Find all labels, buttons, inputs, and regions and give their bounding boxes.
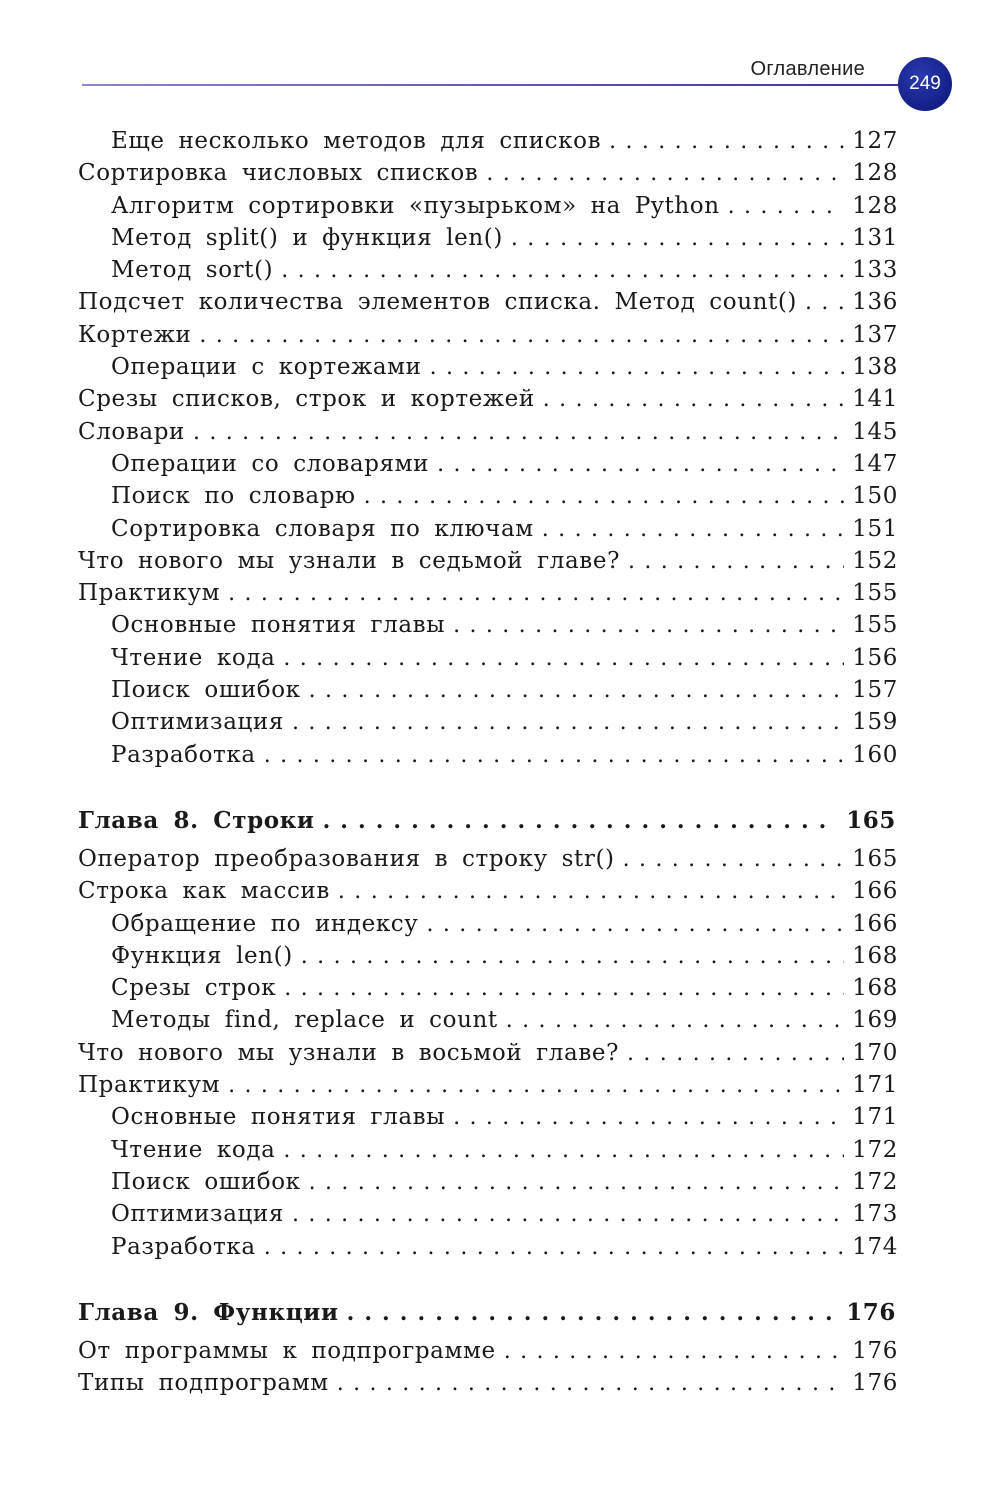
- toc-entry-title: Оператор преобразования в строку str(): [78, 845, 615, 872]
- toc-entry-title: Оптимизация: [111, 1201, 284, 1228]
- dot-leader: [543, 386, 844, 412]
- toc-entry-title: Оптимизация: [111, 709, 284, 736]
- dot-leader: [193, 419, 844, 445]
- toc-entry-page: 133: [852, 257, 898, 284]
- dot-leader: [364, 483, 844, 509]
- toc-entry-title: Подсчет количества элементов списка. Метод count(): [78, 289, 798, 316]
- chapter-title: Глава 9. Функции: [78, 1298, 339, 1326]
- toc-entry: [78, 322, 898, 354]
- chapter-page: 165: [846, 806, 896, 834]
- toc-entry: [78, 943, 898, 975]
- dot-leader: [309, 677, 844, 703]
- toc-entry: [78, 257, 898, 289]
- toc-entry-page: 159: [852, 709, 898, 736]
- toc-entry-title: Обращение по индексу: [111, 910, 419, 937]
- toc-entry-page: 127: [852, 128, 898, 154]
- toc-entry-page: 166: [852, 878, 898, 905]
- toc-entry-page: 155: [852, 612, 898, 639]
- toc-entry-title: Словари: [78, 418, 185, 445]
- dot-leader: [323, 807, 839, 834]
- toc-entry-page: 176: [852, 1337, 898, 1364]
- toc-entry-title: Разработка: [111, 1233, 256, 1260]
- toc-entry: [78, 975, 898, 1007]
- toc-entry-title: Функция len(): [111, 942, 293, 969]
- dot-leader: [281, 257, 844, 283]
- toc-entry-title: Что нового мы узнали в седьмой главе?: [78, 547, 620, 574]
- dot-leader: [228, 580, 844, 606]
- toc-entry: [78, 1104, 898, 1136]
- dot-leader: [430, 354, 844, 380]
- toc-entry-page: 152: [852, 547, 898, 574]
- toc-entry: [78, 742, 898, 774]
- toc-entry: [78, 612, 898, 644]
- toc-entry-title: От программы к подпрограмме: [78, 1337, 496, 1364]
- toc-entry: [78, 160, 898, 192]
- toc-entry: [78, 1007, 898, 1039]
- dot-leader: [199, 322, 844, 348]
- toc-entry-title: Строка как массив: [78, 878, 330, 905]
- toc-entry: [78, 1169, 898, 1201]
- toc-entry-page: 137: [852, 321, 898, 348]
- dot-leader: [338, 878, 844, 904]
- toc-entry-title: Поиск по словарю: [111, 483, 356, 510]
- dot-leader: [426, 911, 844, 937]
- toc-entry-page: 147: [852, 450, 898, 477]
- toc-entry-page: 168: [852, 942, 898, 969]
- dot-leader: [453, 1104, 844, 1130]
- toc-entry-title: Чтение кода: [111, 644, 276, 671]
- toc-entry: [78, 1201, 898, 1233]
- toc-entry: [78, 354, 898, 386]
- toc-entry: [78, 709, 898, 741]
- toc-entry: [78, 516, 898, 548]
- dot-leader: [627, 1040, 844, 1066]
- dot-leader: [609, 128, 844, 154]
- toc-entry: [78, 1137, 898, 1169]
- dot-leader: [542, 516, 844, 542]
- toc-entry-title: Алгоритм сортировки «пузырьком» на Python: [111, 192, 720, 219]
- dot-leader: [728, 193, 844, 219]
- toc-entry-title: Методы find, replace и count: [111, 1007, 498, 1034]
- dot-leader: [628, 548, 844, 574]
- toc-entry-page: 170: [852, 1039, 898, 1066]
- toc-entry-title: Чтение кода: [111, 1136, 276, 1163]
- dot-leader: [292, 709, 844, 735]
- toc-entry-title: Операции со словарями: [111, 450, 430, 477]
- toc-entry: [78, 451, 898, 483]
- toc-entry-title: Основные понятия главы: [111, 612, 446, 639]
- dot-leader: [292, 1201, 844, 1227]
- toc-entry: [78, 1072, 898, 1104]
- toc-entry-title: Практикум: [78, 1072, 221, 1099]
- dot-leader: [506, 1007, 844, 1033]
- toc-entry-title: Еще несколько методов для списков: [111, 128, 602, 154]
- toc-entry: [78, 483, 898, 515]
- toc-entry: [78, 548, 898, 580]
- toc-entry: [78, 193, 898, 225]
- toc-entry-title: Практикум: [78, 580, 221, 607]
- header-rule: [82, 84, 912, 86]
- toc-entry-page: 171: [852, 1072, 898, 1099]
- toc-entry-title: Кортежи: [78, 321, 192, 348]
- toc-entry: [78, 128, 898, 160]
- toc-entry-page: 169: [852, 1007, 898, 1034]
- page-number-badge: 249: [898, 57, 952, 111]
- toc-entry-page: 168: [852, 975, 898, 1002]
- toc-entry: [78, 419, 898, 451]
- toc-entry-title: Поиск ошибок: [111, 677, 301, 704]
- toc-entry-page: 131: [852, 224, 898, 251]
- toc-entry: [78, 677, 898, 709]
- dot-leader: [264, 1234, 844, 1260]
- dot-leader: [347, 1299, 839, 1326]
- toc-entry-page: 128: [852, 192, 898, 219]
- dot-leader: [264, 742, 844, 768]
- toc-entry-title: Метод split() и функция len(): [111, 224, 503, 251]
- toc-entry: [78, 1370, 898, 1402]
- dot-leader: [486, 160, 844, 186]
- toc-entry: [78, 289, 898, 321]
- toc-entry-page: 136: [852, 289, 898, 316]
- toc-entry-title: Сортировка словаря по ключам: [111, 515, 534, 542]
- toc-entry-title: Операции с кортежами: [111, 354, 422, 381]
- dot-leader: [283, 645, 844, 671]
- chapter-page: 176: [846, 1298, 896, 1326]
- toc-entry-title: Метод sort(): [111, 257, 274, 284]
- toc-entry-page: 166: [852, 910, 898, 937]
- toc-chapter-heading: [78, 807, 898, 843]
- toc-entry: [78, 386, 898, 418]
- toc-entry-page: 155: [852, 580, 898, 607]
- toc-entry-page: 156: [852, 644, 898, 671]
- dot-leader: [437, 451, 844, 477]
- toc-entry: [78, 846, 898, 878]
- toc-entry: [78, 878, 898, 910]
- dot-leader: [504, 1338, 844, 1364]
- toc-entry-page: 172: [852, 1136, 898, 1163]
- toc-entry: [78, 1040, 898, 1072]
- dot-leader: [623, 846, 844, 872]
- toc-entry: [78, 580, 898, 612]
- toc-entry-page: 150: [852, 483, 898, 510]
- toc-entry-page: 176: [852, 1370, 898, 1397]
- toc-entry-page: 151: [852, 515, 898, 542]
- toc-entry: [78, 1338, 898, 1370]
- toc-entry-title: Срезы списков, строк и кортежей: [78, 386, 535, 413]
- toc-entry-page: 141: [852, 386, 898, 413]
- toc-entry-page: 145: [852, 418, 898, 445]
- dot-leader: [284, 975, 844, 1001]
- toc-entry-page: 174: [852, 1233, 898, 1260]
- dot-leader: [337, 1370, 844, 1396]
- dot-leader: [301, 943, 844, 969]
- dot-leader: [453, 612, 844, 638]
- table-of-contents: [78, 128, 898, 1402]
- toc-entry-title: Основные понятия главы: [111, 1104, 446, 1131]
- toc-entry-title: Сортировка числовых списков: [78, 160, 479, 187]
- running-header-title: Оглавление: [750, 58, 865, 80]
- dot-leader: [283, 1137, 844, 1163]
- toc-entry: [78, 645, 898, 677]
- toc-entry: [78, 911, 898, 943]
- toc-entry-title: Что нового мы узнали в восьмой главе?: [78, 1039, 620, 1066]
- toc-entry: [78, 225, 898, 257]
- dot-leader: [309, 1169, 844, 1195]
- toc-entry-page: 128: [852, 160, 898, 187]
- toc-entry-title: Разработка: [111, 741, 256, 768]
- toc-entry-page: 172: [852, 1168, 898, 1195]
- toc-entry-page: 165: [852, 845, 898, 872]
- chapter-title: Глава 8. Строки: [78, 806, 315, 834]
- toc-entry: [78, 1234, 898, 1266]
- dot-leader: [228, 1072, 844, 1098]
- toc-chapter-heading: [78, 1299, 898, 1335]
- toc-entry-page: 160: [852, 741, 898, 768]
- toc-entry-page: 157: [852, 677, 898, 704]
- dot-leader: [805, 289, 844, 315]
- dot-leader: [511, 225, 844, 251]
- toc-entry-page: 173: [852, 1201, 898, 1228]
- toc-entry-page: 171: [852, 1104, 898, 1131]
- toc-entry-title: Поиск ошибок: [111, 1168, 301, 1195]
- toc-entry-title: Срезы строк: [111, 975, 277, 1002]
- toc-entry-title: Типы подпрограмм: [78, 1370, 329, 1397]
- toc-entry-page: 138: [852, 354, 898, 381]
